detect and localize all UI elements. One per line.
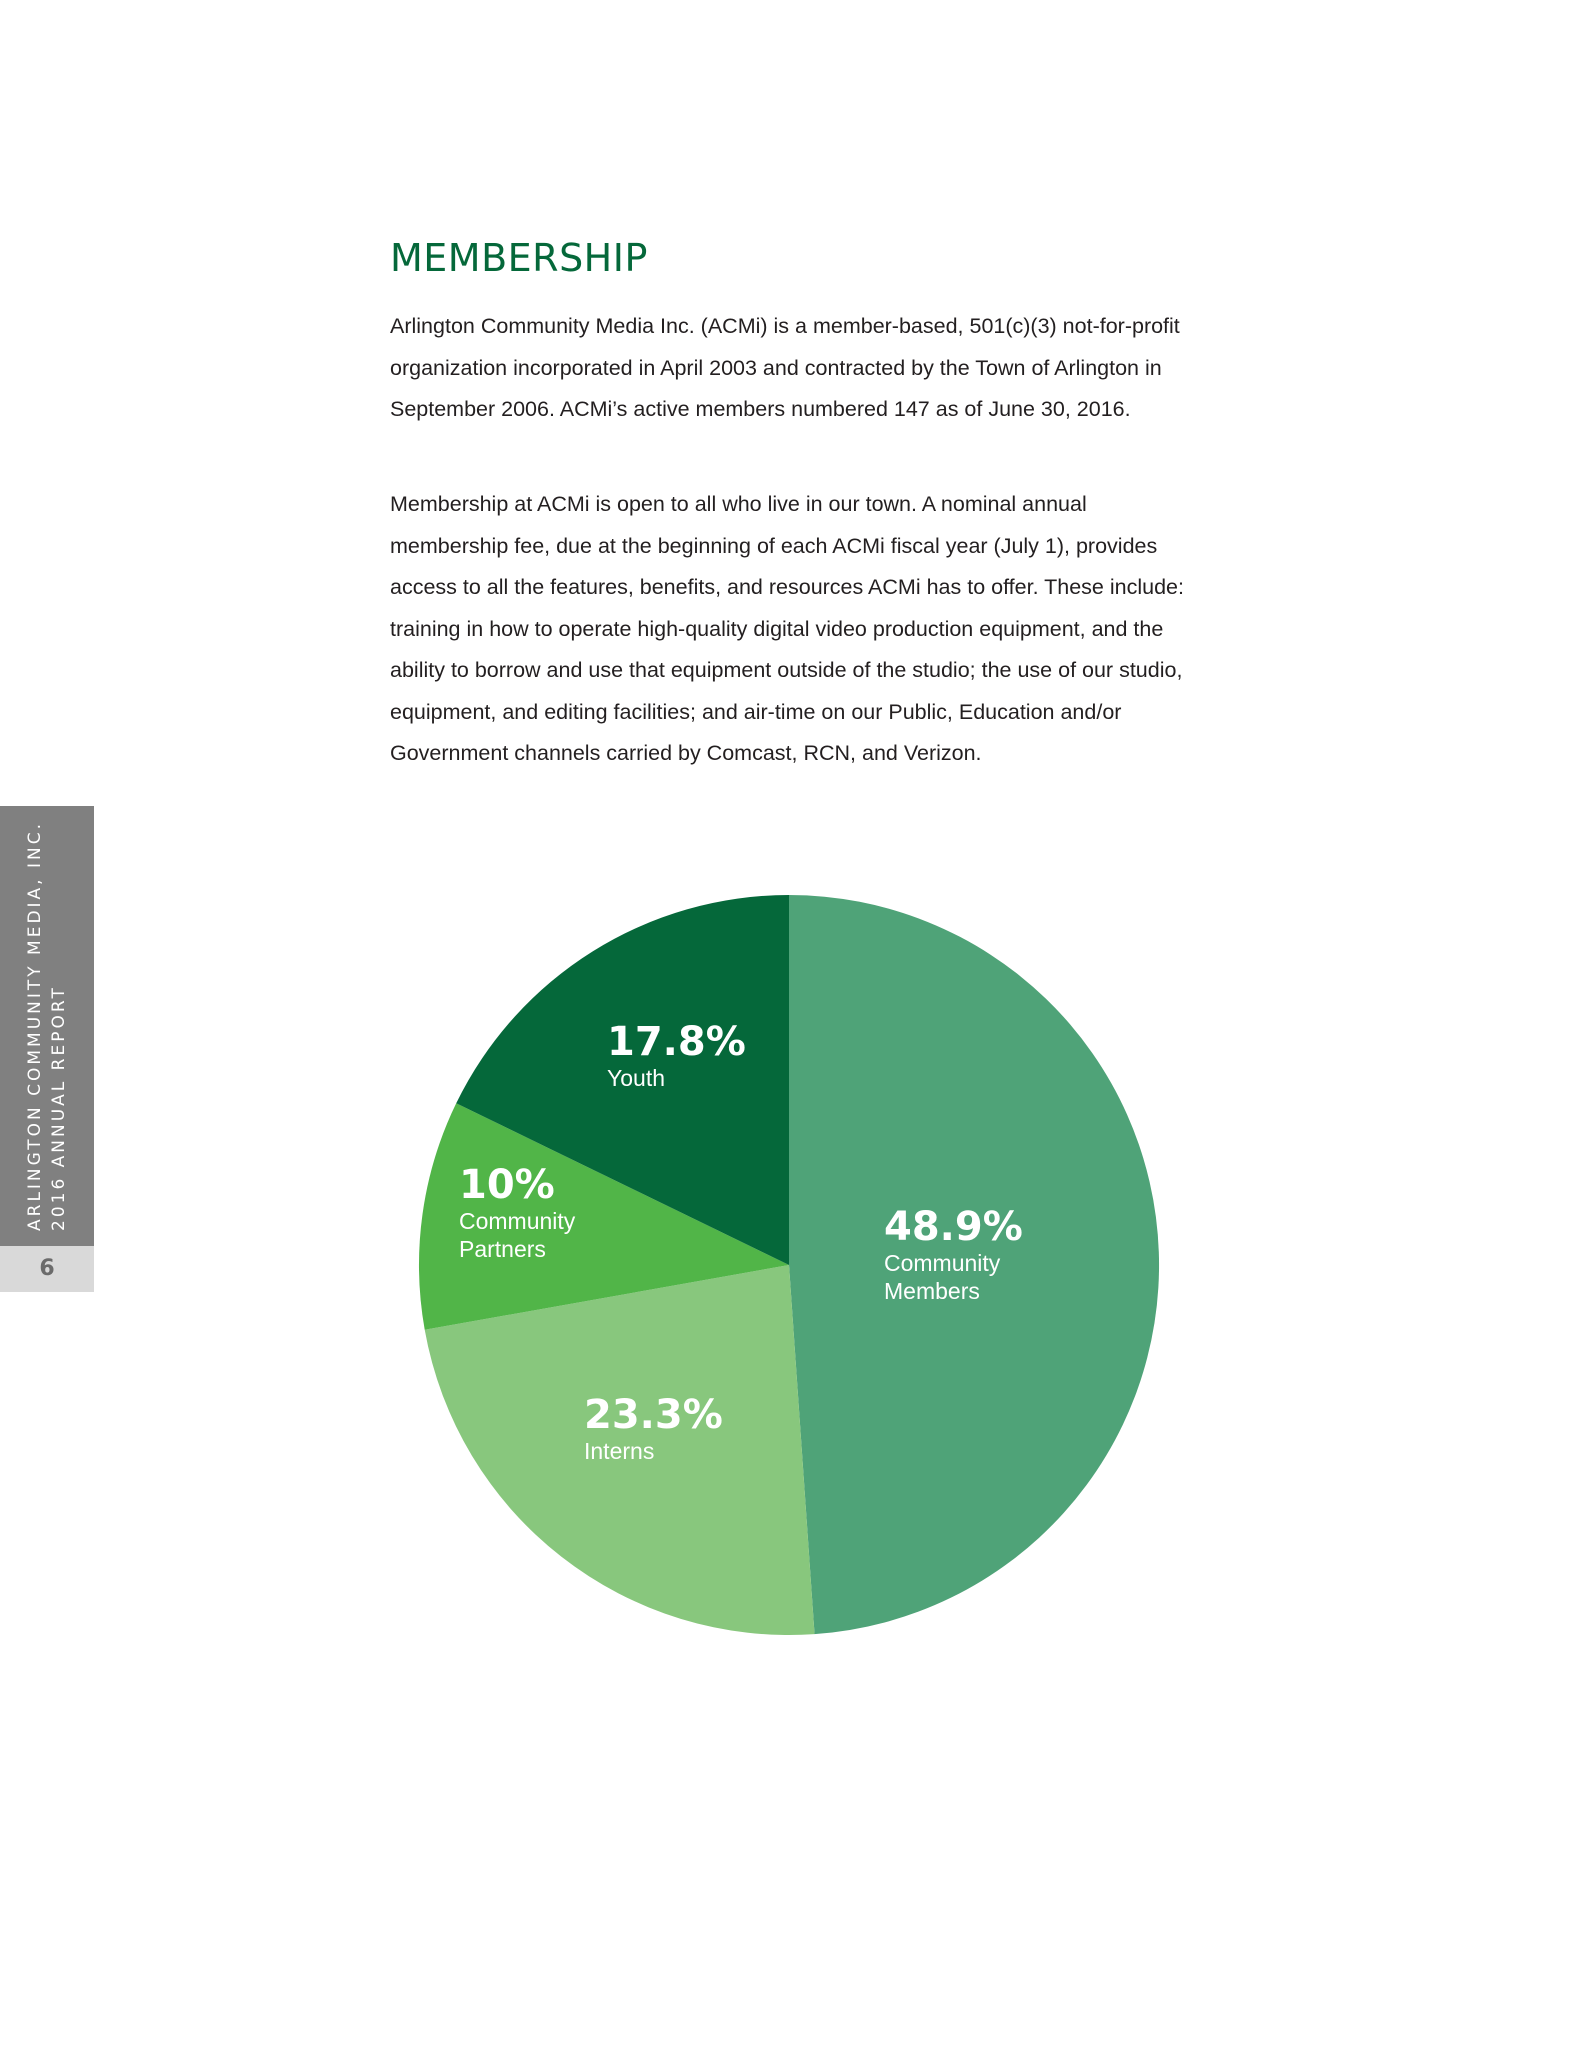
pie-category-label: Community Partners <box>459 1208 576 1262</box>
pie-value-label: 10% <box>459 1162 555 1208</box>
pie-category-label: Interns <box>584 1438 655 1464</box>
paragraph-membership-details: Membership at ACMi is open to all who live in our town. A nominal annual membership fee, due at the beginning of each ACMi fiscal year (July 1), provides access to all the features, benefits, and resources ACMi has to offer. These include: training in how to operate high-quality digital video production equipment, and the ability to borrow and use that equipment outside of the studio; the use of our studio, equipment, and editing facilities; and air-time on our Public, Education and/or Government channels carried by Comcast, RCN, and Verizon. <box>390 492 1184 765</box>
page-number: 6 <box>39 1256 55 1281</box>
pie-value-label: 48.9% <box>884 1204 1023 1250</box>
pie-value-label: 23.3% <box>584 1392 723 1438</box>
pie-category-label: Youth <box>607 1065 665 1091</box>
pie-label-youth <box>607 1020 746 1092</box>
pie-label-interns <box>584 1393 723 1465</box>
sidebar-report-name: 2016 ANNUAL REPORT <box>49 985 69 1231</box>
pie-value-label: 17.8% <box>607 1019 746 1065</box>
paragraph-intro: Arlington Community Media Inc. (ACMi) is a member-based, 501(c)(3) not-for-profit organization incorporated in April 2003 and contracted by the Town of Arlington in September 2006. ACMi’s active members numbered 147 as of June 30, 2016. <box>390 314 1180 421</box>
pie-label-community-partners <box>459 1163 619 1263</box>
page-title: MEMBERSHIP <box>390 236 648 280</box>
pie-category-label: Community Members <box>884 1250 1001 1304</box>
sidebar-org-name: ARLINGTON COMMUNITY MEDIA, INC. <box>25 821 45 1231</box>
pie-label-community-members <box>884 1205 1044 1305</box>
